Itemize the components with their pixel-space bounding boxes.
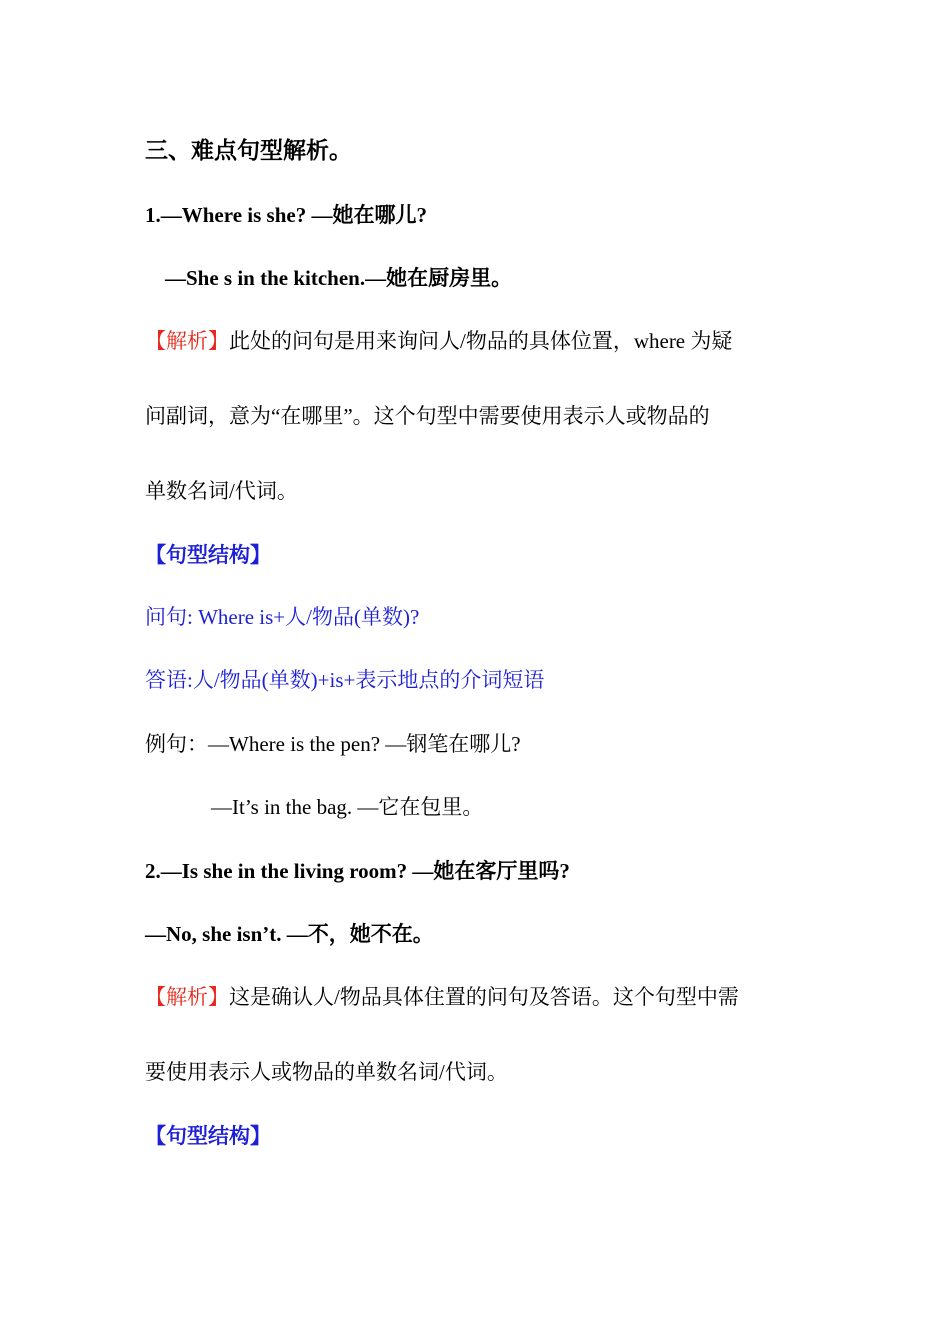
q1-question: 1.—Where is she? —她在哪儿? — [145, 203, 427, 227]
section-title: 三、难点句型解析。 — [145, 138, 352, 163]
q1-analysis-text-1: 此处的问句是用来询问人/物品的具体位置，where 为疑 — [229, 329, 733, 353]
q1-structure-question: 问句: Where is+人/物品(单数)? — [145, 605, 420, 629]
q2-analysis-tag: 【解析】 — [145, 985, 229, 1009]
q2-analysis-line-2: 要使用表示人或物品的单数名词/代词。 — [145, 1060, 508, 1084]
q2-analysis-text-1: 这是确认人/物品具体住置的问句及答语。这个句型中需 — [229, 985, 739, 1009]
q2-answer: —No, she isn’t. —不，她不在。 — [145, 922, 434, 946]
q1-analysis-tag: 【解析】 — [145, 329, 229, 353]
q2-structure-heading: 【句型结构】 — [145, 1124, 271, 1148]
q2-analysis-line-1 — [145, 983, 739, 1011]
q1-example-answer: —It’s in the bag. —它在包里。 — [211, 795, 484, 819]
q1-structure-answer: 答语:人/物品(单数)+is+表示地点的介词短语 — [145, 668, 545, 692]
q2-question: 2.—Is she in the living room? —她在客厅里吗? — [145, 859, 570, 883]
q1-structure-heading: 【句型结构】 — [145, 543, 271, 567]
q1-analysis-line-3: 单数名词/代词。 — [145, 479, 298, 503]
q1-example-question: 例句：—Where is the pen? —钢笔在哪儿? — [145, 732, 521, 756]
q1-analysis-line-1 — [145, 327, 732, 355]
q1-answer: —She s in the kitchen.—她在厨房里。 — [165, 266, 513, 290]
q1-analysis-line-2: 问副词，意为“在哪里”。这个句型中需要使用表示人或物品的 — [145, 404, 710, 428]
